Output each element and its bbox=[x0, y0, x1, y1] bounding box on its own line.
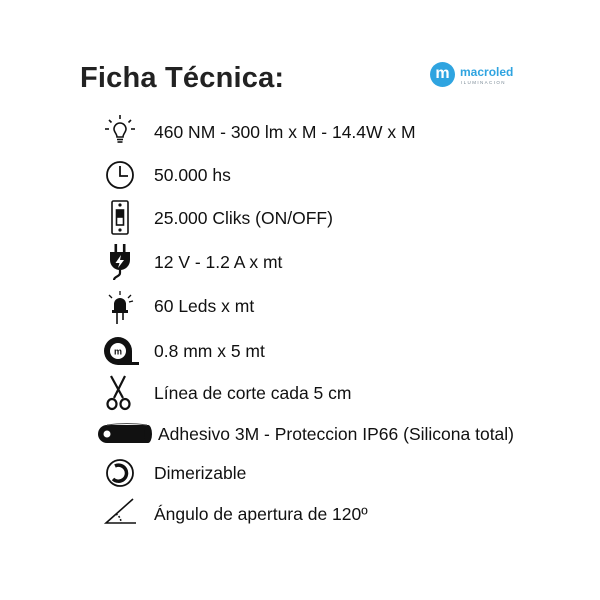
spec-row bbox=[100, 414, 580, 454]
spec-text: 50.000 hs bbox=[154, 165, 231, 185]
spec-row bbox=[100, 494, 580, 534]
logo-name: macroled bbox=[460, 65, 514, 79]
spec-row bbox=[100, 453, 580, 493]
power-plug-icon bbox=[100, 242, 140, 282]
clock-icon bbox=[100, 155, 140, 195]
spec-row bbox=[100, 198, 580, 238]
scissors-icon bbox=[100, 373, 140, 413]
light-bulb-icon bbox=[100, 112, 140, 152]
switch-icon bbox=[100, 198, 140, 238]
tape-measure-icon bbox=[100, 331, 140, 371]
spec-text: Ángulo de apertura de 120º bbox=[154, 504, 368, 524]
spec-row bbox=[100, 155, 580, 195]
spec-text: 460 NM - 300 lm x M - 14.4W x M bbox=[154, 122, 416, 142]
spec-text: Dimerizable bbox=[154, 463, 247, 483]
spec-row bbox=[100, 331, 580, 371]
spec-row bbox=[100, 373, 580, 413]
logo-mark: m bbox=[430, 62, 455, 87]
dimmer-icon bbox=[100, 453, 140, 493]
spec-text: 25.000 Cliks (ON/OFF) bbox=[154, 208, 333, 228]
angle-icon bbox=[100, 494, 140, 534]
spec-text: Adhesivo 3M - Proteccion IP66 (Silicona total) bbox=[158, 424, 514, 444]
led-icon bbox=[100, 286, 140, 326]
spec-text: 12 V - 1.2 A x mt bbox=[154, 252, 283, 272]
svg-text:m: m bbox=[113, 346, 123, 357]
spec-text: 0.8 mm x 5 mt bbox=[154, 341, 265, 361]
page-title: Ficha Técnica: bbox=[80, 62, 285, 94]
spec-row bbox=[100, 112, 580, 152]
logo-subtitle: ILUMINACION bbox=[461, 80, 506, 85]
spec-row bbox=[100, 242, 580, 282]
spec-text: 60 Leds x mt bbox=[154, 296, 255, 316]
spec-row bbox=[100, 286, 580, 326]
spec-text: Línea de corte cada 5 cm bbox=[154, 383, 352, 403]
adhesive-tape-icon bbox=[94, 414, 152, 454]
